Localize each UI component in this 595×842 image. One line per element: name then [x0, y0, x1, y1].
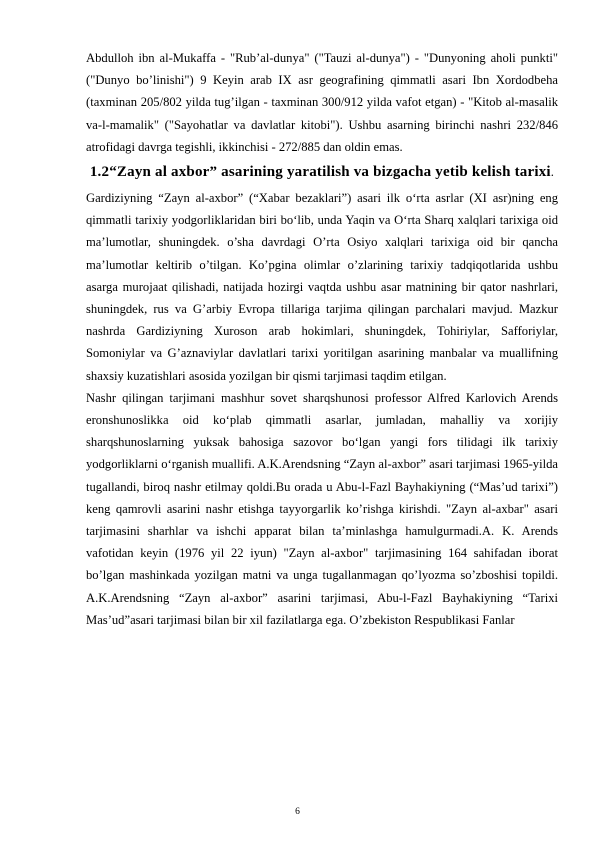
section-heading-text: 1.2“Zayn al axbor” asarining yaratilish va bizgacha yetib kelish tarixi — [89, 164, 551, 181]
section-heading — [86, 158, 558, 187]
section-heading-period: . — [550, 165, 555, 180]
body-paragraph: Gardiziyning “Zayn al-axbor” (“Xabar bezaklari”) asari ilk o‘rta asrlar (XI asr)ning eng qimmatli tarixiy yodgorliklaridan biri bo‘lib, unda Yaqin va O‘rta Sharq xalqlari tarixiga oid ma’lumotlar, shuningdek. o’sha davrdagi O’rta Osiyo xalqlari tarixiga oid bir qancha ma’lumotlar keltirib o’tilgan. Ko’pgina olimlar o’zlarining tarixiy tadqiqotlarida ushbu asarga murojaat qilishadi, natijada hozirgi vaqtda ushbu asar matnining bir qator nashrlari, shuningdek, rus va G’arbiy Evropa tillariga tarjima qilingan parchalari mavjud. Mazkur nashrda Gardiziyning Xuroson arab hokimlari, shuningdek, Tohiriylar, Safforiylar, Somoniylar va G’aznaviylar davlatlari tarixi yoritilgan asarining manbalar va muallifning shaxsiy kuzatishlari asosida yozilgan bir qismi tarjimasi taqdim etilgan. — [86, 191, 558, 383]
page-number: 6 — [295, 807, 300, 817]
document-page — [86, 47, 558, 631]
body-paragraph: Nashr qilingan tarjimani mashhur sovet sharqshunosi professor Alfred Karlovich Arends eronshunoslikka oid ko‘plab qimmatli asarlar, jumladan, mahalliy va xorijiy sharqshunoslarning yuksak bahosiga sazovor bo‘lgan yangi fors tilidagi ilk tarixiy yodgorliklarni o‘rganish muallifi. A.K.Arendsning “Zayn al-axbor” asari tarjimasi 1965-yilda tugallandi, biroq nashr etilmay qoldi.Bu orada u Abu-l-Fazl Bayhakiyning (“Mas’ud tarixi”) keng qamrovli asarini nashr etishga tayyorgarlik ko’rishga kirishdi. "Zayn al-axbar" asari tarjimasini sharhlar va ishchi apparat bilan ta’minlashga hamulgurmadi.A. K. Arends vafotidan keyin (1976 yil 22 iyun) "Zayn al-axbor" tarjimasining 164 sahifadan iborat bo’lgan mashinkada yozilgan matni va unga tugallanmagan qo’lyozma so’zboshisi topildi. A.K.Arendsning “Zayn al-axbor” asarini tarjimasi, Abu-l-Fazl Bayhakiyning “Tarixi Mas’ud”asari tarjimasi bilan bir xil fazilatlarga ega. O’zbekiston Respublikasi Fanlar — [86, 390, 558, 627]
body-paragraph: Abdulloh ibn al-Mukaffa - "Rub’al-dunya" ("Tauzi al-dunya") - "Dunyoning aholi punkti" ("Dunyo bo’linishi") 9 Keyin arab IX asr geografining qimmatli asari Ibn Xordodbeha (taxminan 205/802 yilda tug’ilgan - taxminan 300/912 yilda vafot etgan) - "Kitob al-masalik va-l-mamalik" ("Sayohatlar va davlatlar kitobi"). Ushbu asarning birinchi nashri 232/846 atrofidagi davrga tegishli, ikkinchisi - 272/885 dan oldin emas. — [86, 51, 558, 154]
